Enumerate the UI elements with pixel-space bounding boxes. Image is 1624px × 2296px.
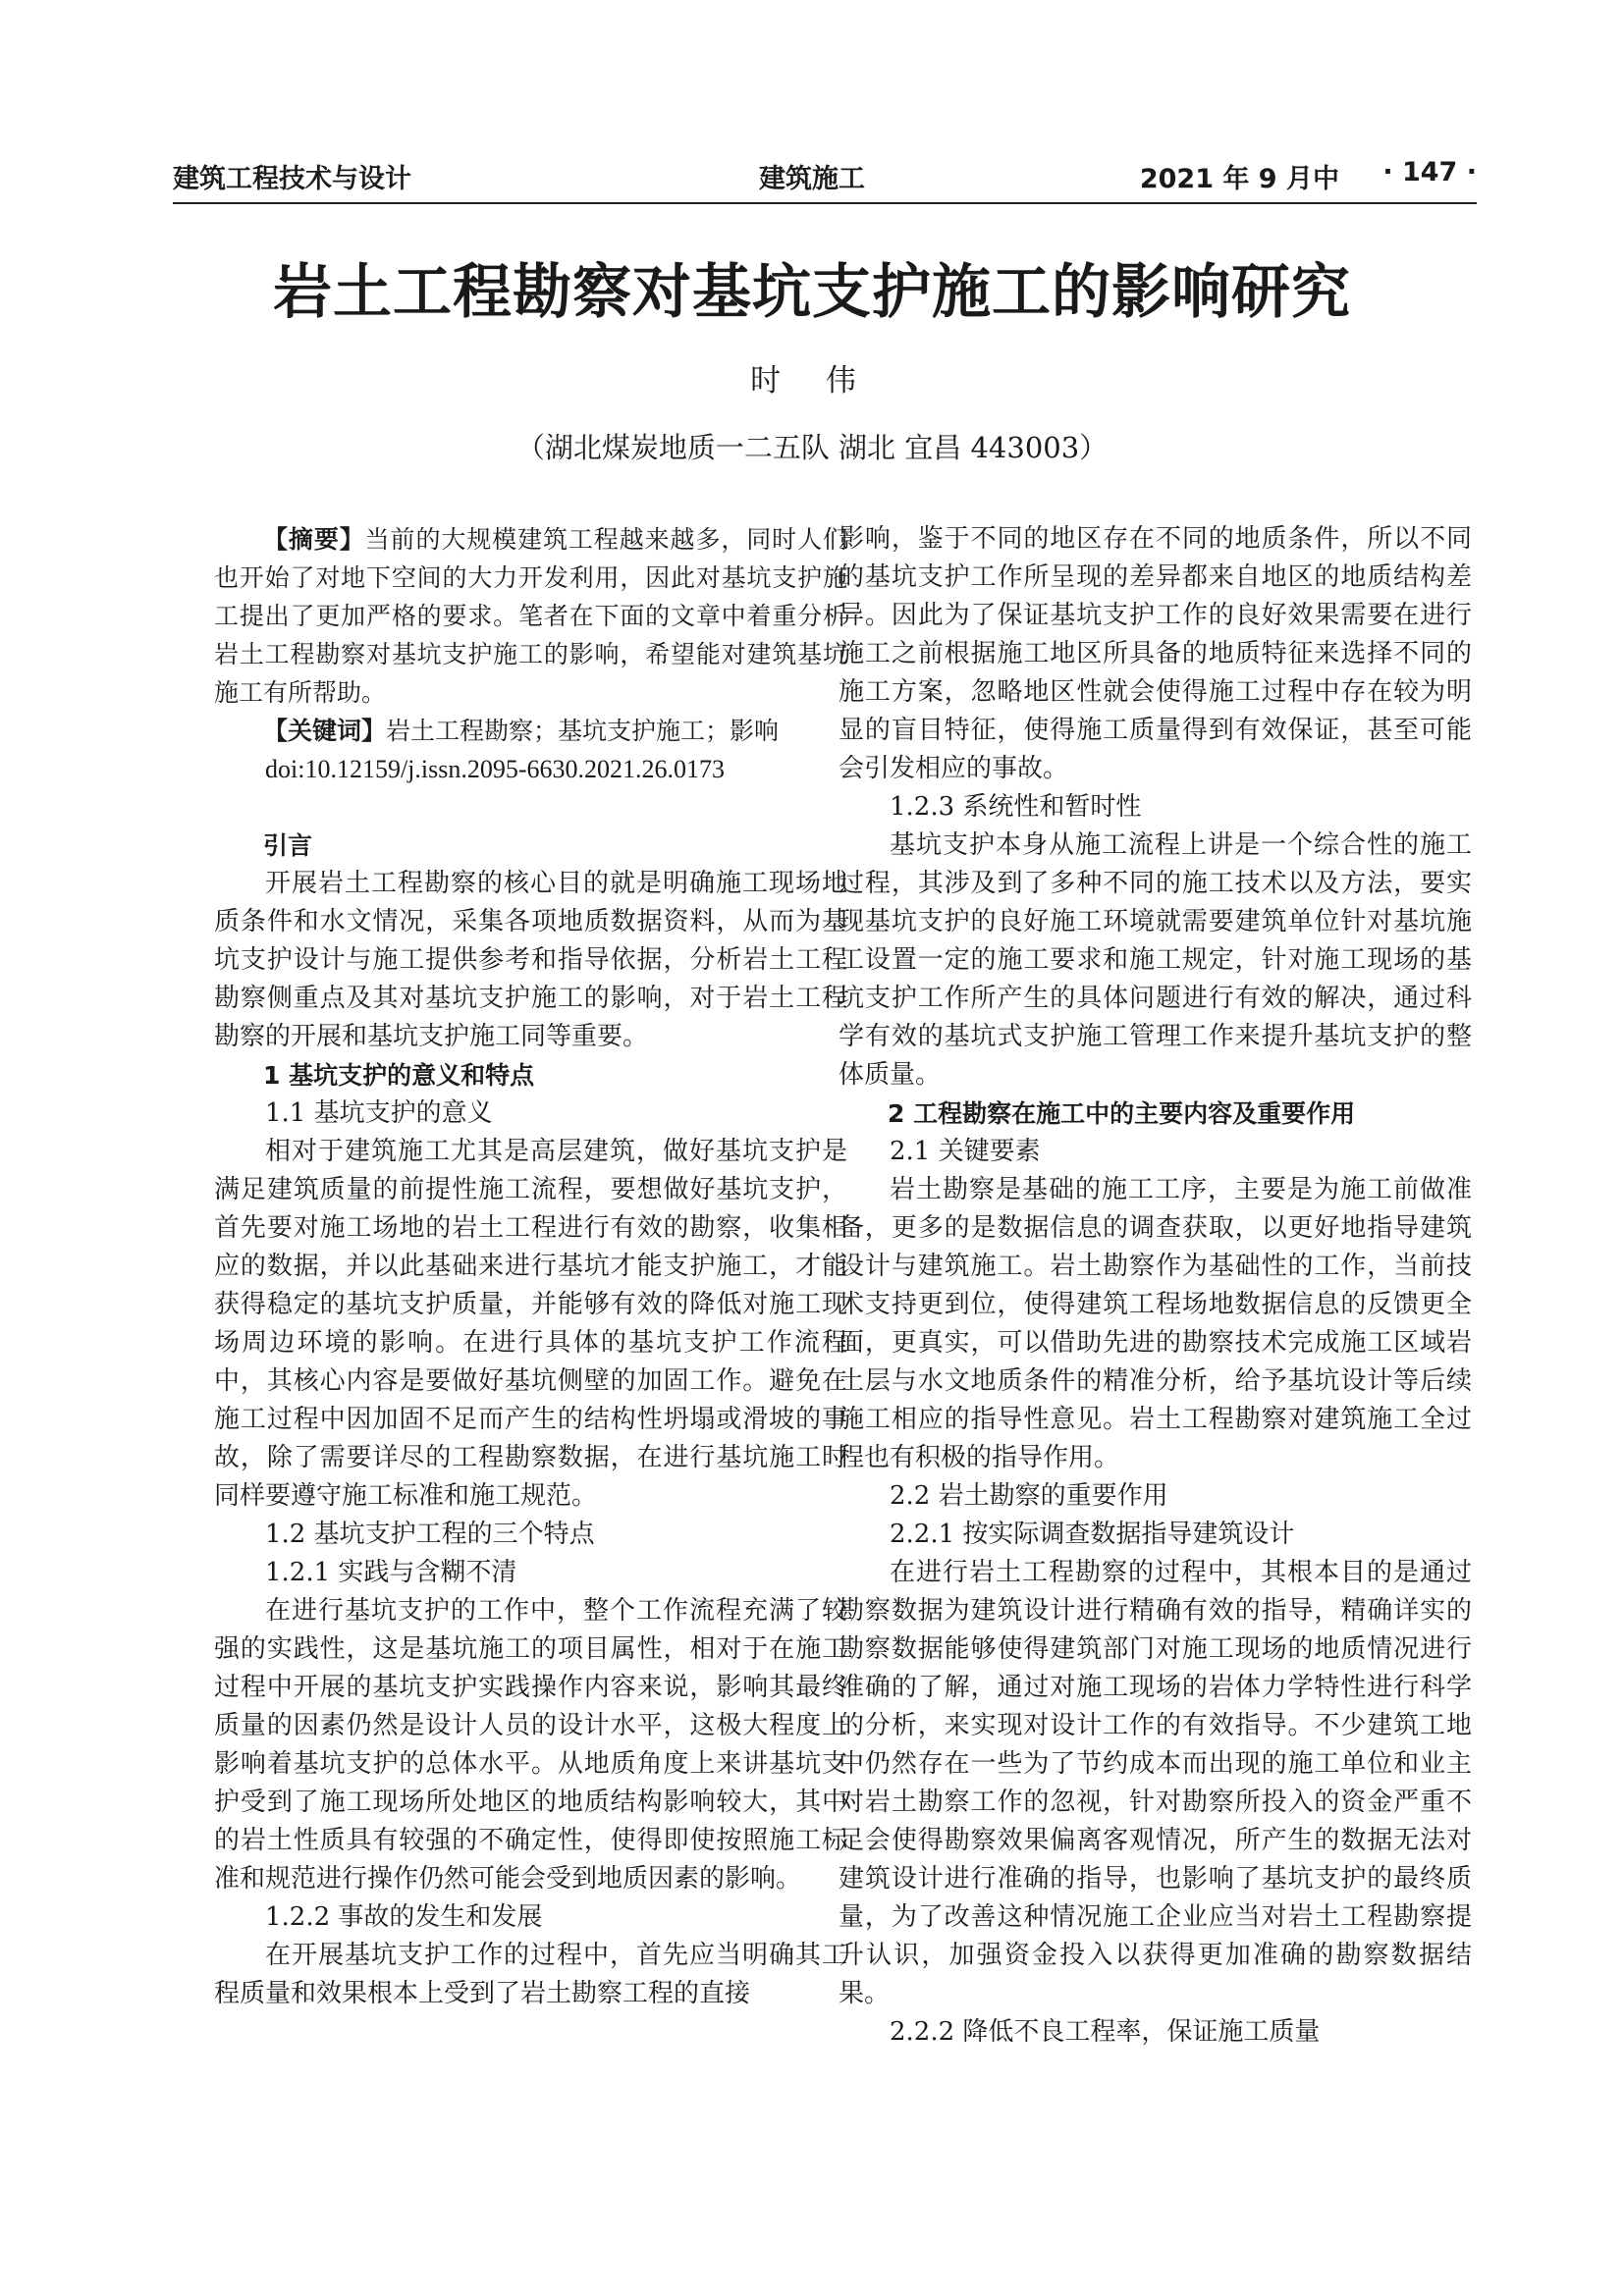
abstract-label: 【摘要】 [263, 525, 365, 554]
right-body [839, 520, 1472, 2052]
subsection-heading: 1.2.1 实践与含糊不清 [265, 1558, 517, 1587]
abstract [214, 520, 847, 712]
subsection-heading: 2.2 岩土勘察的重要作用 [890, 1481, 1168, 1511]
paragraph: 在进行岩土工程勘察的过程中，其根本目的是通过勘察数据为建筑设计进行精确有效的指导，精确详实的勘察数据能够使得建筑部门对施工现场的地质情况进行准确的了解，通过对施工现场的岩体力学特性进行科学的分析，来实现对设计工作的有效指导。不少建筑工地中仍然存在一些为了节约成本而出现的施工单位和业主对岩土勘察工作的忽视，针对勘察所投入的资金严重不足会使得勘察效果偏离客观情况，所产生的数据无法对建筑设计进行准确的指导，也影响了基坑支护的最终质量，为了改善这种情况施工企业应当对岩土工程勘察提升认识，加强资金投入以获得更加准确的勘察数据结果。 [839, 1558, 1472, 2008]
subsection-heading: 2.1 关键要素 [890, 1137, 1041, 1166]
abstract-text: 当前的大规模建筑工程越来越多，同时人们也开始了对地下空间的大力开发利用，因此对基坑支护施工提出了更加严格的要求。笔者在下面的文章中着重分析岩土工程勘察对基坑支护施工的影响，希望能对建筑基坑施工有所帮助。 [214, 525, 847, 707]
keywords-label: 【关键词】 [263, 717, 387, 745]
subsection-heading: 2.2.2 降低不良工程率，保证施工质量 [890, 2017, 1321, 2047]
article-title: 岩土工程勘察对基坑支护施工的影响研究 [273, 258, 1351, 327]
page-number: · 147 · [1382, 157, 1477, 187]
running-header [173, 149, 1477, 204]
subsection-heading: 2.2.1 按实际调查数据指导建筑设计 [890, 1520, 1295, 1549]
subsection-heading: 1.2 基坑支护工程的三个特点 [265, 1520, 595, 1549]
paragraph: 在开展基坑支护工作的过程中，首先应当明确其工程质量和效果根本上受到了岩土勘察工程的直接 [214, 1941, 847, 2008]
paragraph: 相对于建筑施工尤其是高层建筑，做好基坑支护是满足建筑质量的前提性施工流程，要想做好基坑支护，首先要对施工场地的岩土工程进行有效的勘察，收集相应的数据，并以此基础来进行基坑才能支护施工，才能获得稳定的基坑支护质量，并能够有效的降低对施工现场周边环境的影响。在进行具体的基坑支护工作流程中，其核心内容是要做好基坑侧壁的加固工作。避免在施工过程中因加固不足而产生的结构性坍塌或滑坡的事故，除了需要详尽的工程勘察数据，在进行基坑施工时同样要遵守施工标准和施工规范。 [214, 1137, 847, 1511]
subsection-heading: 1.2.2 事故的发生和发展 [265, 1902, 543, 1932]
section-heading: 2 工程勘察在施工中的主要内容及重要作用 [888, 1099, 1356, 1128]
section-name: 建筑施工 [759, 164, 865, 194]
paragraph: 岩土勘察是基础的施工工序，主要是为施工前做准备，更多的是数据信息的调查获取，以更好地指导建筑设计与建筑施工。岩土勘察作为基础性的工作，当前技术支持更到位，使得建筑工程场地数据信息的反馈更全面，更真实，可以借助先进的勘察技术完成施工区域岩土层与水文地质条件的精准分析，给予基坑设计等后续施工相应的指导性意见。岩土工程勘察对建筑施工全过程也有积极的指导作用。 [839, 1175, 1472, 1472]
section-heading: 引言 [263, 831, 313, 860]
keywords [214, 712, 847, 750]
paragraph: 基坑支护本身从施工流程上讲是一个综合性的施工过程，其涉及到了多种不同的施工技术以及方法，要实现基坑支护的良好施工环境就需要建筑单位针对基坑施工设置一定的施工要求和施工规定，针对施工现场的基坑支护工作所产生的具体问题进行有效的解决，通过科学有效的基坑式支护施工管理工作来提升基坑支护的整体质量。 [839, 830, 1472, 1090]
paragraph: 影响，鉴于不同的地区存在不同的地质条件，所以不同的基坑支护工作所呈现的差异都来自地区的地质结构差异。因此为了保证基坑支护工作的良好效果需要在进行施工之前根据施工地区所具备的地质特征来选择不同的施工方案，忽略地区性就会使得施工过程中存在较为明显的盲目特征，使得施工质量得到有效保证，甚至可能会引发相应的事故。 [839, 524, 1472, 783]
left-body [214, 827, 847, 2013]
left-column [214, 520, 847, 2013]
paragraph: 在进行基坑支护的工作中，整个工作流程充满了较强的实践性，这是基坑施工的项目属性，相对于在施工过程中开展的基坑支护实践操作内容来说，影响其最终质量的因素仍然是设计人员的设计水平，这极大程度上影响着基坑支护的总体水平。从地质角度上来讲基坑支护受到了施工现场所处地区的地质结构影响较大，其中的岩土性质具有较强的不确定性，使得即使按照施工标准和规范进行操作仍然可能会受到地质因素的影响。 [214, 1596, 847, 1894]
subsection-heading: 1.2.3 系统性和暂时性 [890, 792, 1142, 822]
keywords-text: 岩土工程勘察；基坑支护施工；影响 [386, 717, 780, 745]
section-heading: 1 基坑支护的意义和特点 [263, 1061, 535, 1090]
issue-date: 2021 年 9 月中 [1139, 164, 1339, 194]
paragraph: 开展岩土工程勘察的核心目的就是明确施工现场地质条件和水文情况，采集各项地质数据资料，从而为基坑支护设计与施工提供参考和指导依据，分析岩土工程勘察侧重点及其对基坑支护施工的影响，对于岩土工程勘察的开展和基坑支护施工同等重要。 [214, 869, 847, 1051]
right-column [839, 520, 1472, 2052]
affiliation: （湖北煤炭地质一二五队 湖北 宜昌 443003） [515, 431, 1109, 464]
subsection-heading: 1.1 基坑支护的意义 [265, 1098, 493, 1128]
header-rule [173, 202, 1477, 204]
author-name: 时 伟 [750, 363, 874, 399]
spacer [214, 788, 847, 827]
journal-name: 建筑工程技术与设计 [173, 164, 411, 194]
doi: doi:10.12159/j.issn.2095-6630.2021.26.0173 [265, 755, 726, 783]
